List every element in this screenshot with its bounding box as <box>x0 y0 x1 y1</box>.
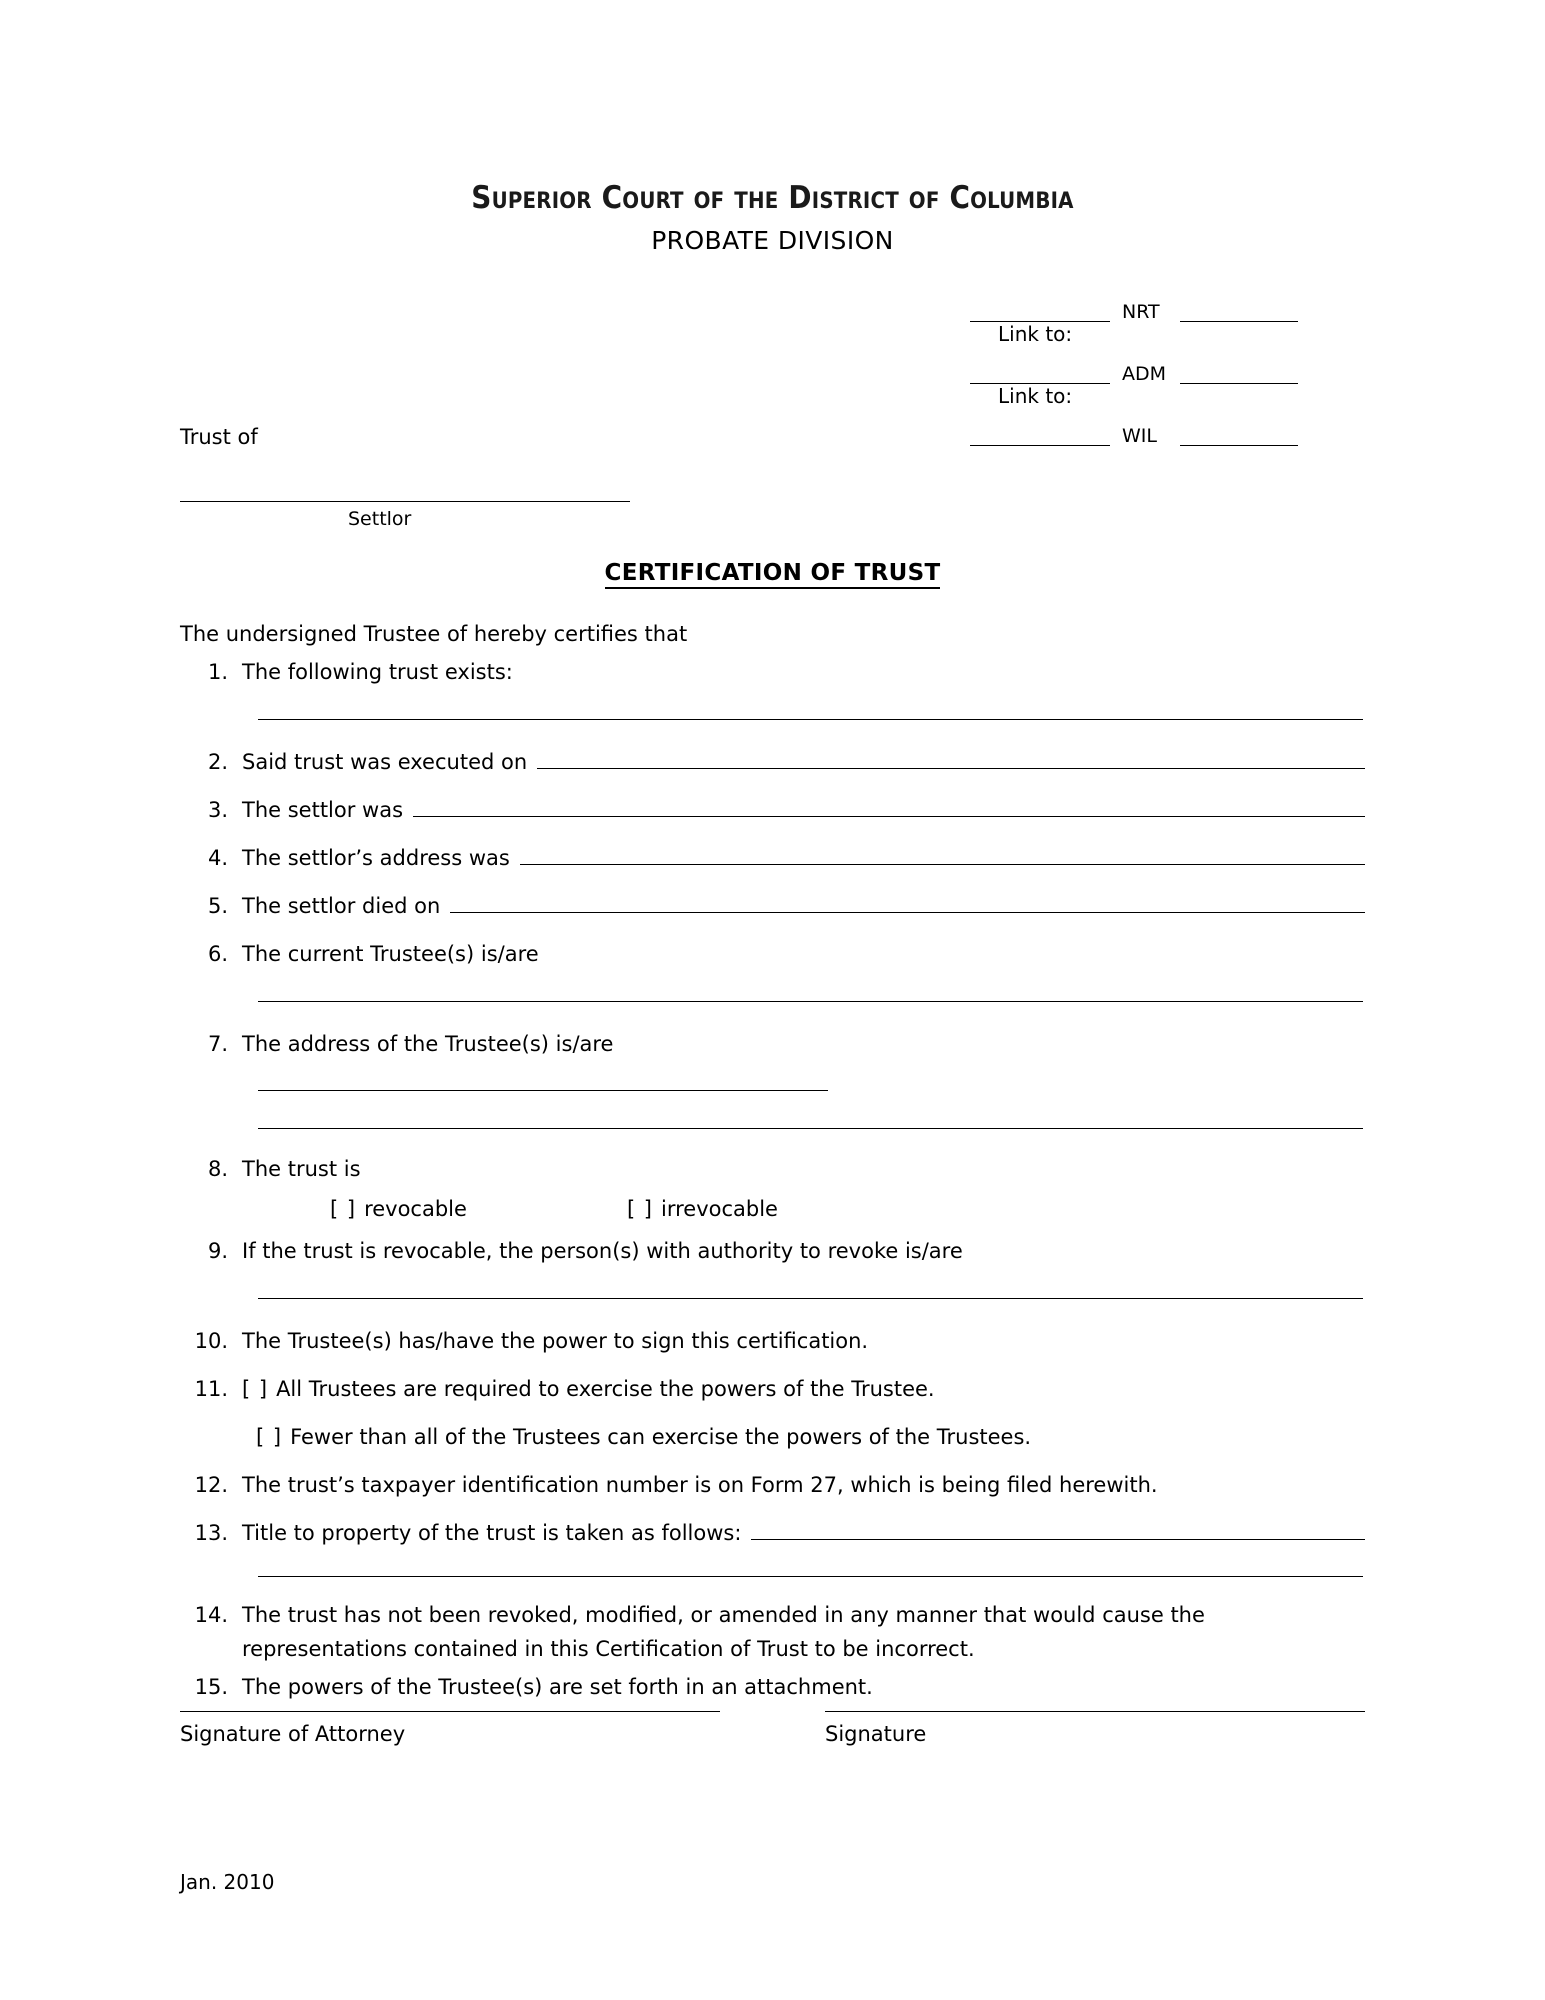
item-13-answer-blank-1[interactable] <box>751 1538 1365 1540</box>
signature-section <box>180 1710 1365 1746</box>
item-6-answer-blank[interactable] <box>258 1000 1363 1002</box>
nrt-blank-left[interactable] <box>970 301 1110 322</box>
code-nrt: NRT <box>1122 301 1160 323</box>
item-number: 13. <box>194 1521 228 1545</box>
intro-text: The undersigned Trustee of hereby certifies that <box>180 622 688 646</box>
list-item-continuation <box>180 1637 1365 1661</box>
list-item <box>180 1032 1365 1056</box>
division-subtitle: PROBATE DIVISION <box>651 226 894 255</box>
item-number: 7. <box>207 1032 228 1056</box>
trust-of-label: Trust of <box>180 425 258 449</box>
list-item <box>180 1377 1365 1401</box>
item-text: If the trust is revocable, the person(s) with authority to revoke is/are <box>242 1239 963 1263</box>
list-item <box>180 846 1365 870</box>
item-text: The settlor died on <box>242 894 441 918</box>
list-item <box>180 750 1365 774</box>
code-adm: ADM <box>1122 363 1167 385</box>
item-text: Said trust was executed on <box>242 750 528 774</box>
checkbox-all-trustees-icon[interactable]: [ ] <box>242 1377 269 1401</box>
item-number: 15. <box>194 1675 228 1699</box>
list-item <box>180 798 1365 822</box>
item-text: All Trustees are required to exercise the powers of the Trustee. <box>276 1377 935 1401</box>
list-item <box>180 1239 1365 1263</box>
attorney-signature-label: Signature of Attorney <box>180 1722 406 1746</box>
item-text: The Trustee(s) has/have the power to sign this certification. <box>242 1329 869 1353</box>
checkbox-revocable-icon[interactable]: [ ] <box>330 1197 357 1221</box>
item-9-answer-blank[interactable] <box>258 1297 1363 1299</box>
item-text: The current Trustee(s) is/are <box>242 942 539 966</box>
item-5-answer-blank[interactable] <box>450 911 1365 913</box>
item-number: 11. <box>194 1377 228 1401</box>
list-item <box>180 1157 1365 1181</box>
list-item <box>180 1329 1365 1353</box>
wil-blank-right[interactable] <box>1180 425 1298 446</box>
list-item <box>180 660 1365 684</box>
signature-block <box>825 1710 1365 1746</box>
item-number: 3. <box>207 798 228 822</box>
item-number: 1. <box>207 660 228 684</box>
attorney-signature-block <box>180 1710 720 1746</box>
list-item <box>180 894 1365 918</box>
item-text: The trust has not been revoked, modified, or amended in any manner that would cause the <box>242 1603 1205 1627</box>
form-revision-date: Jan. 2010 <box>180 1870 275 1894</box>
item-text: The trust’s taxpayer identification number is on Form 27, which is being filed herewith. <box>242 1473 1158 1497</box>
wil-blank-left[interactable] <box>970 425 1110 446</box>
list-item <box>180 942 1365 966</box>
signature-line[interactable] <box>825 1710 1365 1712</box>
item-13-answer-blank-2[interactable] <box>258 1575 1363 1577</box>
trust-type-options <box>330 1197 1365 1221</box>
item-text: Fewer than all of the Trustees can exercise the powers of the Trustees. <box>290 1425 1032 1449</box>
page-title: Superior Court of the District of Columbia <box>471 180 1074 216</box>
attorney-signature-line[interactable] <box>180 1710 720 1712</box>
link-row-nrt <box>970 288 1370 322</box>
item-text: The settlor’s address was <box>242 846 510 870</box>
option-revocable-label: revocable <box>364 1197 467 1221</box>
item-number: 12. <box>194 1473 228 1497</box>
document-content <box>180 0 1365 1894</box>
item-2-answer-blank[interactable] <box>537 767 1365 769</box>
nrt-blank-right[interactable] <box>1180 301 1298 322</box>
settlor-label: Settlor <box>348 508 412 530</box>
item-text: The address of the Trustee(s) is/are <box>242 1032 614 1056</box>
checkbox-fewer-trustees-icon[interactable]: [ ] <box>256 1425 283 1449</box>
item-number: 6. <box>207 942 228 966</box>
item-number: 8. <box>207 1157 228 1181</box>
adm-blank-right[interactable] <box>1180 363 1298 384</box>
link-to-label-1: Link to: <box>998 322 1073 346</box>
option-revocable[interactable] <box>330 1197 467 1221</box>
link-row-wil <box>970 412 1370 446</box>
item-number: 4. <box>207 846 228 870</box>
option-spacer <box>467 1197 627 1221</box>
option-irrevocable-label: irrevocable <box>661 1197 778 1221</box>
item-text: The powers of the Trustee(s) are set forth in an attachment. <box>242 1675 873 1699</box>
link-row-adm <box>970 350 1370 384</box>
item-text-line2: representations contained in this Certification of Trust to be incorrect. <box>242 1637 975 1661</box>
list-item <box>180 1603 1365 1627</box>
checkbox-irrevocable-icon[interactable]: [ ] <box>626 1197 653 1221</box>
section-heading <box>180 560 1365 586</box>
item-4-answer-blank[interactable] <box>520 863 1365 865</box>
numbered-list <box>180 660 1365 1699</box>
option-irrevocable[interactable] <box>627 1197 778 1221</box>
section-heading-text: CERTIFICATION OF TRUST <box>605 560 941 589</box>
link-to-label-2: Link to: <box>998 384 1073 408</box>
item-text: Title to property of the trust is taken as follows: <box>242 1521 742 1545</box>
code-wil: WIL <box>1122 425 1157 447</box>
adm-blank-left[interactable] <box>970 363 1110 384</box>
item-text: The settlor was <box>242 798 404 822</box>
item-number: 2. <box>207 750 228 774</box>
list-item <box>256 1425 1365 1449</box>
item-number: 10. <box>194 1329 228 1353</box>
item-number: 14. <box>194 1603 228 1627</box>
item-number: 9. <box>207 1239 228 1263</box>
list-item <box>180 1521 1365 1545</box>
signature-label: Signature <box>825 1722 927 1746</box>
item-7-answer-blank-1[interactable] <box>258 1089 828 1091</box>
item-7-answer-blank-2[interactable] <box>258 1127 1363 1129</box>
item-1-answer-blank[interactable] <box>258 718 1363 720</box>
item-number: 5. <box>207 894 228 918</box>
link-to-block <box>970 288 1370 446</box>
item-text: The trust is <box>242 1157 361 1181</box>
item-text: The following trust exists: <box>242 660 513 684</box>
settlor-blank[interactable] <box>180 500 630 502</box>
item-3-answer-blank[interactable] <box>413 815 1365 817</box>
list-item <box>180 1675 1365 1699</box>
list-item <box>180 1473 1365 1497</box>
